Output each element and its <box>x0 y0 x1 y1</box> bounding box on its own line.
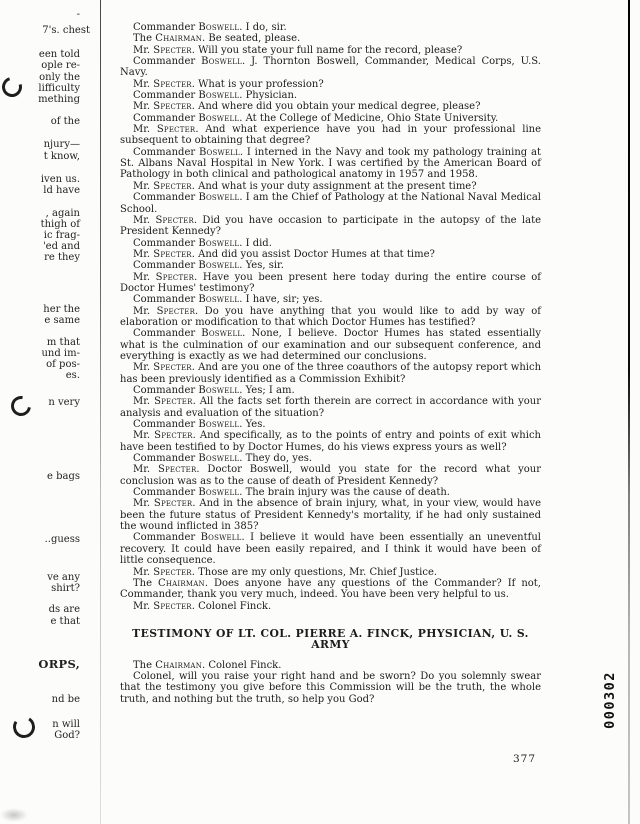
transcript-paragraph: Mr. Specter. And what experience have you had in your professional line subsequent to obtaining that degree? <box>120 124 541 147</box>
speaker-name: Boswell <box>198 112 240 124</box>
testimony-heading: TESTIMONY OF LT. COL. PIERRE A. FINCK, PHYSICIAN, U. S. ARMY <box>132 626 529 652</box>
margin-fragment: her the <box>43 304 80 315</box>
speaker-name: Specter <box>153 101 192 113</box>
transcript-paragraph: Mr. Specter. Do you have anything that you would like to add by way of elaboration or modification to that which Doctor Humes has testified? <box>120 305 542 328</box>
transcript-boswell <box>120 22 541 612</box>
scan-smudge <box>0 808 28 822</box>
speaker-name: Specter <box>154 430 193 442</box>
margin-fragment: re they <box>44 252 80 263</box>
margin-fragment: nd be <box>51 694 80 705</box>
speaker-name: Boswell <box>198 192 240 204</box>
transcript-paragraph: Commander Boswell. None, I believe. Doctor Humes has stated essentially what is the culmination of our examination and our subsequent conference, and everything is exactly as we had determined our conclusions. <box>120 328 541 362</box>
margin-fragment: of the <box>50 116 80 127</box>
transcript-text-block <box>120 22 541 705</box>
margin-fragment: m that <box>46 337 80 348</box>
transcript-paragraph: Commander Boswell. I believe it would have been essentially an uneventful recovery. It could have been easily repaired, and I think it would have been of little consequence. <box>120 532 541 567</box>
margin-fragment: ..guess <box>44 534 80 545</box>
speaker-name: Specter <box>153 180 192 192</box>
transcript-paragraph: Mr. Specter. And what is your duty assignment at the present time? <box>133 180 477 192</box>
speaker-name: Boswell <box>198 385 240 396</box>
transcript-paragraph: Mr. Specter. And in the absence of brain injury, what, in your view, would have been the future status of President Kennedy's mortality, if he had only sustained the wound inflicted in 385? <box>120 498 541 533</box>
transcript-paragraph: Mr. Specter. All the facts set forth therein are correct in accordance with your analysis and evaluation of the situation? <box>120 396 541 419</box>
margin-fragment: of pos- <box>46 359 80 370</box>
transcript-paragraph: Commander Boswell. I am the Chief of Pathology at the National Naval Medical School. <box>120 192 542 215</box>
margin-fragment: shirt? <box>51 583 80 594</box>
margin-fragment: - <box>76 9 80 20</box>
speaker-name: Boswell <box>198 260 240 272</box>
speaker-name: Boswell <box>198 22 240 33</box>
transcript-paragraph: Commander Boswell. At the College of Medicine, Ohio State University. <box>133 112 499 124</box>
transcript-paragraph: Commander Boswell. The brain injury was the cause of death. <box>133 487 450 499</box>
speaker-name: Specter <box>153 600 192 612</box>
speaker-name: Boswell <box>198 294 240 306</box>
transcript-paragraph: Mr. Specter. And are you one of the three coauthors of the autopsy report which has been previously identified as a Commission Exhibit? <box>120 362 542 385</box>
margin-fragment: ople re- <box>41 60 80 71</box>
speaker-name: Specter <box>153 78 192 90</box>
transcript-finck <box>120 660 541 705</box>
transcript-paragraph: Mr. Specter. Colonel Finck. <box>133 600 272 612</box>
margin-fragment: thigh of <box>40 219 80 230</box>
margin-fragment: e that <box>50 616 80 627</box>
margin-fragment: ORPS, <box>38 657 80 671</box>
speaker-name: Specter <box>156 305 196 317</box>
transcript-paragraph: Mr. Specter. Will you state your full name for the record, please? <box>133 44 463 56</box>
margin-fragment: , again <box>45 208 80 219</box>
margin-fragment: 'ed and <box>42 241 80 252</box>
margin-fragment: 7's. chest <box>42 25 90 36</box>
speaker-name: Specter <box>156 124 196 136</box>
margin-fragment: God? <box>54 730 80 741</box>
transcript-paragraph: Commander Boswell. Yes, sir. <box>133 260 284 272</box>
transcript-paragraph: Mr. Specter. And where did you obtain your medical degree, please? <box>133 101 481 113</box>
margin-fragment: ic frag- <box>43 230 80 241</box>
margin-fragment: only the <box>39 72 80 83</box>
transcript-paragraph: The Chairman. Be seated, please. <box>133 33 301 45</box>
speaker-name: Chairman <box>155 659 203 671</box>
speaker-name: Boswell <box>198 487 240 499</box>
margin-fragment: n very <box>48 397 80 408</box>
margin-fragment: iven us. <box>40 174 80 185</box>
transcript-paragraph: Commander Boswell. I did. <box>133 237 272 249</box>
transcript-paragraph: Commander Boswell. J. Thornton Boswell, Commander, Medical Corps, U.S. Navy. <box>120 56 541 79</box>
speaker-name: Specter <box>155 214 194 226</box>
speaker-name: Chairman <box>158 577 205 589</box>
speaker-name: Specter <box>153 362 192 374</box>
speaker-name: Boswell <box>198 146 240 158</box>
margin-fragment: t know, <box>43 151 80 162</box>
speaker-name: Specter <box>157 464 197 476</box>
speaker-name: Boswell <box>201 56 242 68</box>
transcript-paragraph: Mr. Specter. Did you have occasion to participate in the autopsy of the late President Kennedy? <box>120 214 542 238</box>
speaker-name: Boswell <box>198 90 240 102</box>
margin-fragment: n will <box>52 719 80 730</box>
margin-fragment: und im- <box>41 348 80 359</box>
speaker-name: Boswell <box>200 532 242 544</box>
speaker-name: Specter <box>153 44 192 56</box>
transcript-paragraph: Colonel, will you raise your right hand and be sworn? Do you solemnly swear that the testimony you give before this Commission will be the truth, the whole truth, and nothing but the truth, so help you God? <box>120 670 541 705</box>
transcript-paragraph: The Chairman. Does anyone have any questions of the Commander? If not, Commander, thank you very much, indeed. You have been very helpful to us. <box>120 577 541 601</box>
transcript-paragraph: Commander Boswell. They do, yes. <box>133 453 313 465</box>
binding-gutter-line <box>100 0 101 824</box>
transcript-paragraph: Commander Boswell. I have, sir; yes. <box>133 294 323 306</box>
page-number: 377 <box>513 753 537 765</box>
transcript-paragraph: Commander Boswell. Yes; I am. <box>133 385 295 396</box>
transcript-paragraph: Mr. Specter. Those are my only questions, Mr. Chief Justice. <box>133 566 438 578</box>
margin-fragment: een told <box>38 49 80 60</box>
margin-fragment: ds are <box>48 604 80 615</box>
speaker-name: Specter <box>153 498 193 510</box>
transcript-paragraph: The Chairman. Colonel Finck. <box>133 659 282 671</box>
transcript-paragraph: Commander Boswell. Physician. <box>133 90 298 102</box>
speaker-name: Chairman <box>155 33 203 45</box>
margin-fragment: es. <box>65 370 80 381</box>
margin-fragment: mething <box>38 94 80 105</box>
transcript-paragraph: Commander Boswell. Yes. <box>133 419 266 431</box>
transcript-paragraph: Commander Boswell. I interned in the Navy and took my pathology training at St. Albans Naval Hospital in New York. I was certified by the American Board of Pathology in both clinical and pathological anatomy in 1957 and 1958. <box>120 146 541 181</box>
speaker-name: Boswell <box>198 237 240 249</box>
page-edge-line <box>628 0 630 824</box>
speaker-name: Boswell <box>198 419 240 431</box>
speaker-name: Boswell <box>201 328 243 340</box>
margin-fragment: e bags <box>47 471 80 482</box>
transcript-paragraph: Mr. Specter. Doctor Boswell, would you state for the record what your conclusion was as to the cause of death of President Kennedy? <box>120 464 541 487</box>
transcript-paragraph: Mr. Specter. And did you assist Doctor Humes at that time? <box>133 248 435 260</box>
transcript-paragraph: Mr. Specter. Have you been present here today during the entire course of Doctor Humes' testimony? <box>120 271 542 294</box>
transcript-paragraph: Mr. Specter. And specifically, as to the points of entry and points of exit which have been testified to by Doctor Humes, do his views express yours as well? <box>120 430 541 453</box>
speaker-name: Specter <box>155 271 195 283</box>
margin-fragment: njury— <box>43 139 80 150</box>
transcript-paragraph: Commander Boswell. I do, sir. <box>133 22 287 33</box>
margin-fragment: lifficulty <box>38 83 80 94</box>
transcript-paragraph: Mr. Specter. What is your profession? <box>133 78 324 90</box>
speaker-name: Boswell <box>198 453 240 465</box>
speaker-name: Specter <box>154 396 193 408</box>
document-stamp: 000302 <box>602 671 618 729</box>
speaker-name: Specter <box>153 566 192 578</box>
margin-fragment: ld have <box>43 185 80 196</box>
speaker-name: Specter <box>153 248 192 260</box>
margin-fragment: e same <box>44 315 80 326</box>
margin-fragment: ve any <box>47 572 80 583</box>
